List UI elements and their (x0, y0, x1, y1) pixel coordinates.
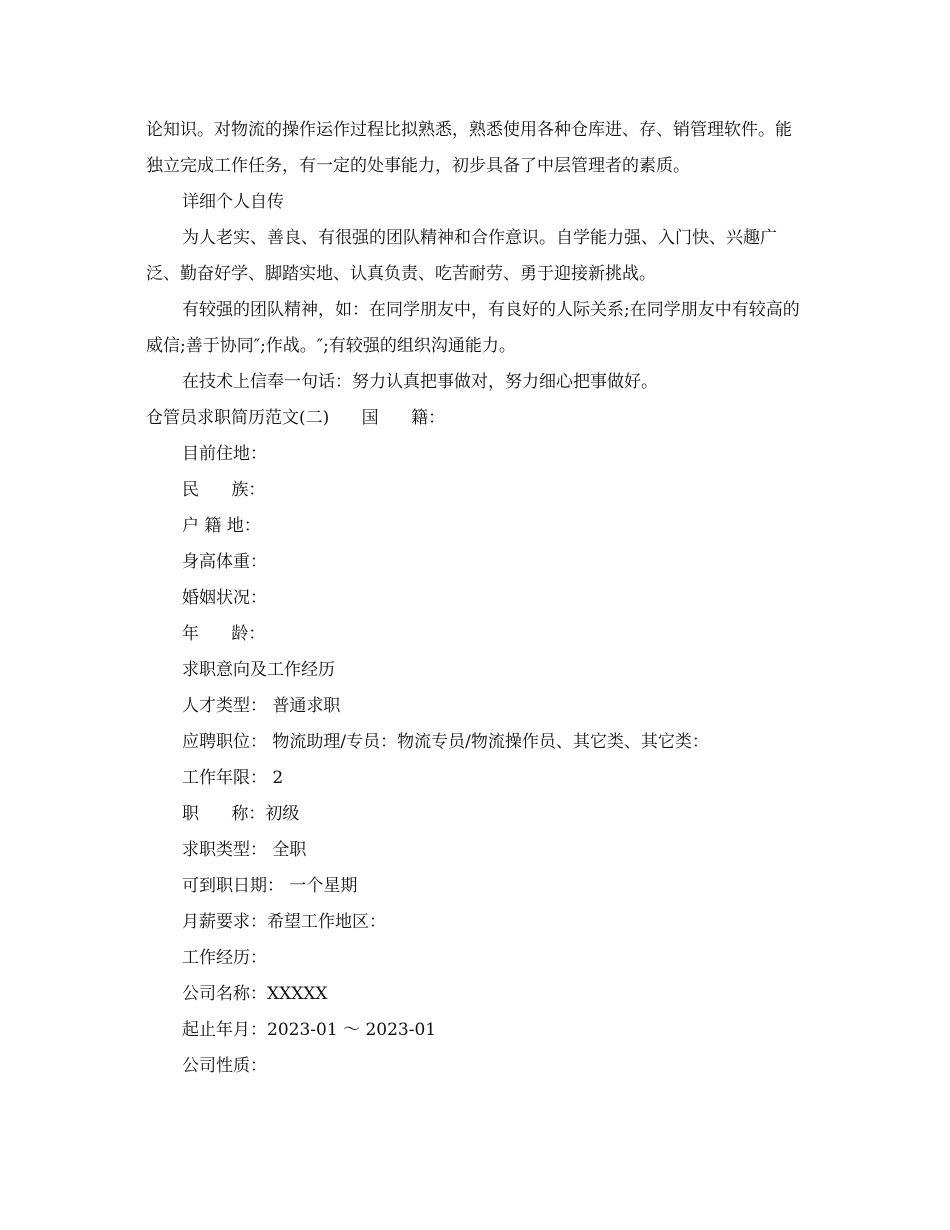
field-marital: 婚姻状况： (182, 588, 267, 608)
job-experience: 工作经历： (182, 948, 267, 968)
job-company: 公司名称：XXXXX (182, 984, 328, 1004)
job-years: 工作年限： 2 (182, 768, 284, 788)
field-hukou: 户 籍 地： (182, 516, 261, 536)
job-type: 求职类型： 全职 (182, 840, 307, 860)
job-company-nature: 公司性质： (182, 1056, 267, 1076)
field-age: 年 龄： (182, 624, 266, 644)
field-ethnicity: 民 族： (182, 480, 266, 500)
job-title: 职 称：初级 (182, 804, 300, 824)
job-period: 起止年月：2023-01 ～ 2023-01 (182, 1020, 437, 1040)
bio-paragraph-2: 有较强的团队精神，如：在同学朋友中，有良好的人际关系;在同学朋友中有较高的威信;善于协同″;作战。″;有较强的组织沟通能力。 (146, 300, 800, 356)
intro-paragraph: 论知识。对物流的操作运作过程比拟熟悉，熟悉使用各种仓库进、存、销管理软件。能独立完成工作任务，有一定的处事能力，初步具备了中层管理者的素质。 (146, 120, 792, 176)
field-height-weight: 身高体重： (182, 552, 267, 572)
job-salary: 月薪要求：希望工作地区： (182, 912, 386, 932)
field-residence: 目前住地： (182, 444, 267, 464)
job-heading: 求职意向及工作经历 (182, 660, 335, 680)
job-available: 可到职日期： 一个星期 (182, 876, 358, 896)
bio-heading: 详细个人自传 (182, 192, 284, 212)
section-title-line: 仓管员求职简历范文(二) 国 籍： (146, 408, 446, 428)
bio-paragraph-1: 为人老实、善良、有很强的团队精神和合作意识。自学能力强、入门快、兴趣广泛、勤奋好学、脚踏实地、认真负责、吃苦耐劳、勇于迎接新挑战。 (146, 228, 777, 284)
job-talent-type: 人才类型： 普通求职 (182, 696, 341, 716)
bio-paragraph-3: 在技术上信奉一句话：努力认真把事做对，努力细心把事做好。 (182, 372, 658, 392)
job-position: 应聘职位： 物流助理/专员：物流专员/物流操作员、其它类、其它类： (182, 732, 709, 752)
